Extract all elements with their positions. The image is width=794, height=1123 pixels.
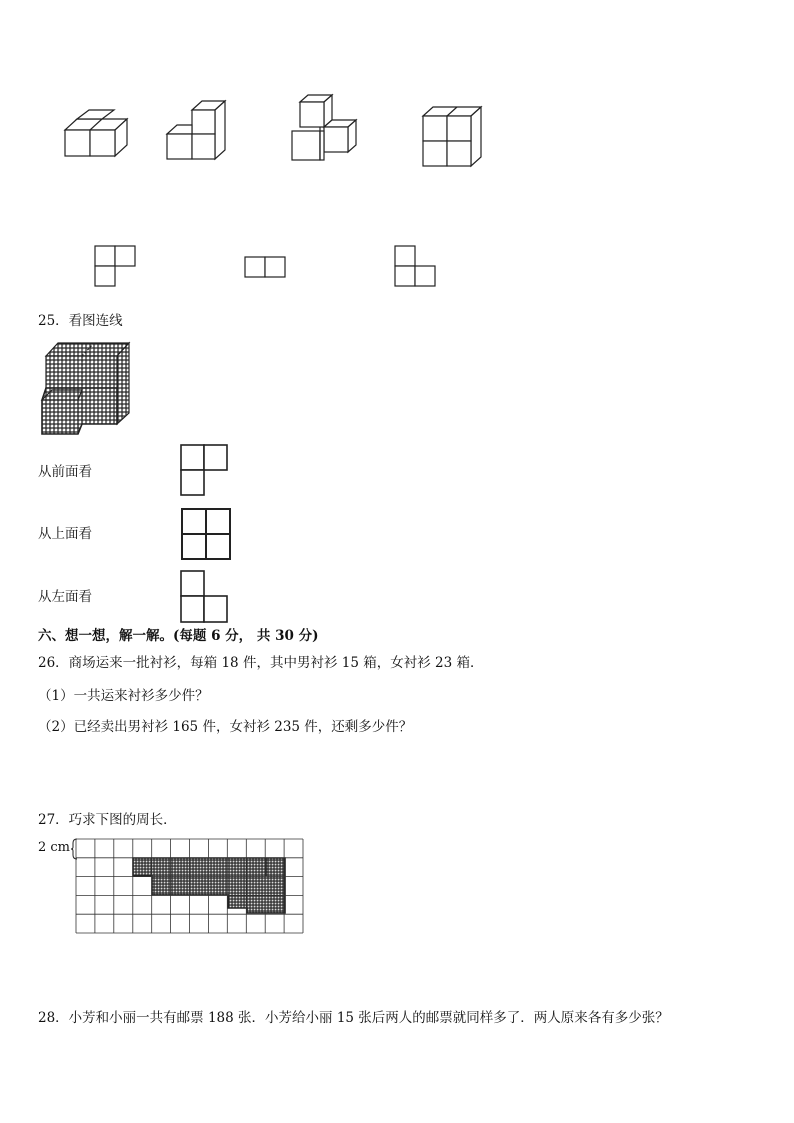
q26-part2: （2）已经卖出男衬衫 165 件，女衬衫 235 件，还剩多少件？ xyxy=(38,719,413,735)
top-view-shape xyxy=(180,507,232,561)
front-view-shape xyxy=(180,444,230,496)
cube-figure-1 xyxy=(60,110,130,160)
view-label-front: 从前面看 xyxy=(38,464,92,480)
view-label-left: 从左面看 xyxy=(38,589,92,605)
view-shape-2 xyxy=(244,256,286,278)
section-6-heading: 六、想一想，解一解。(每题 6 分， 共 30 分) xyxy=(38,628,319,644)
view-shape-3 xyxy=(394,245,436,287)
q27-stem: 27．巧求下图的周长． xyxy=(38,812,177,828)
view-shape-1 xyxy=(94,245,136,287)
q26-part1: （1）一共运来衬衫多少件？ xyxy=(38,688,209,704)
q26-stem: 26．商场运来一批衬衫，每箱 18 件，其中男衬衫 15 箱，女衬衫 23 箱． xyxy=(38,655,484,671)
left-view-shape xyxy=(180,570,230,624)
scale-label: 2 cm xyxy=(38,840,71,855)
cube-figure-2 xyxy=(165,100,235,162)
q28-stem: 28．小芳和小丽一共有邮票 188 张．小芳给小丽 15 张后两人的邮票就同样多了．两人原来各有多少张？ xyxy=(38,1010,669,1026)
cube-figure-4 xyxy=(420,104,485,168)
view-label-top: 从上面看 xyxy=(38,526,92,542)
q25-title: 25．看图连线 xyxy=(38,313,123,329)
perimeter-grid xyxy=(76,839,304,934)
q25-solid-figure xyxy=(38,340,130,438)
shaded-region xyxy=(133,858,285,913)
cube-figure-3 xyxy=(290,94,365,164)
